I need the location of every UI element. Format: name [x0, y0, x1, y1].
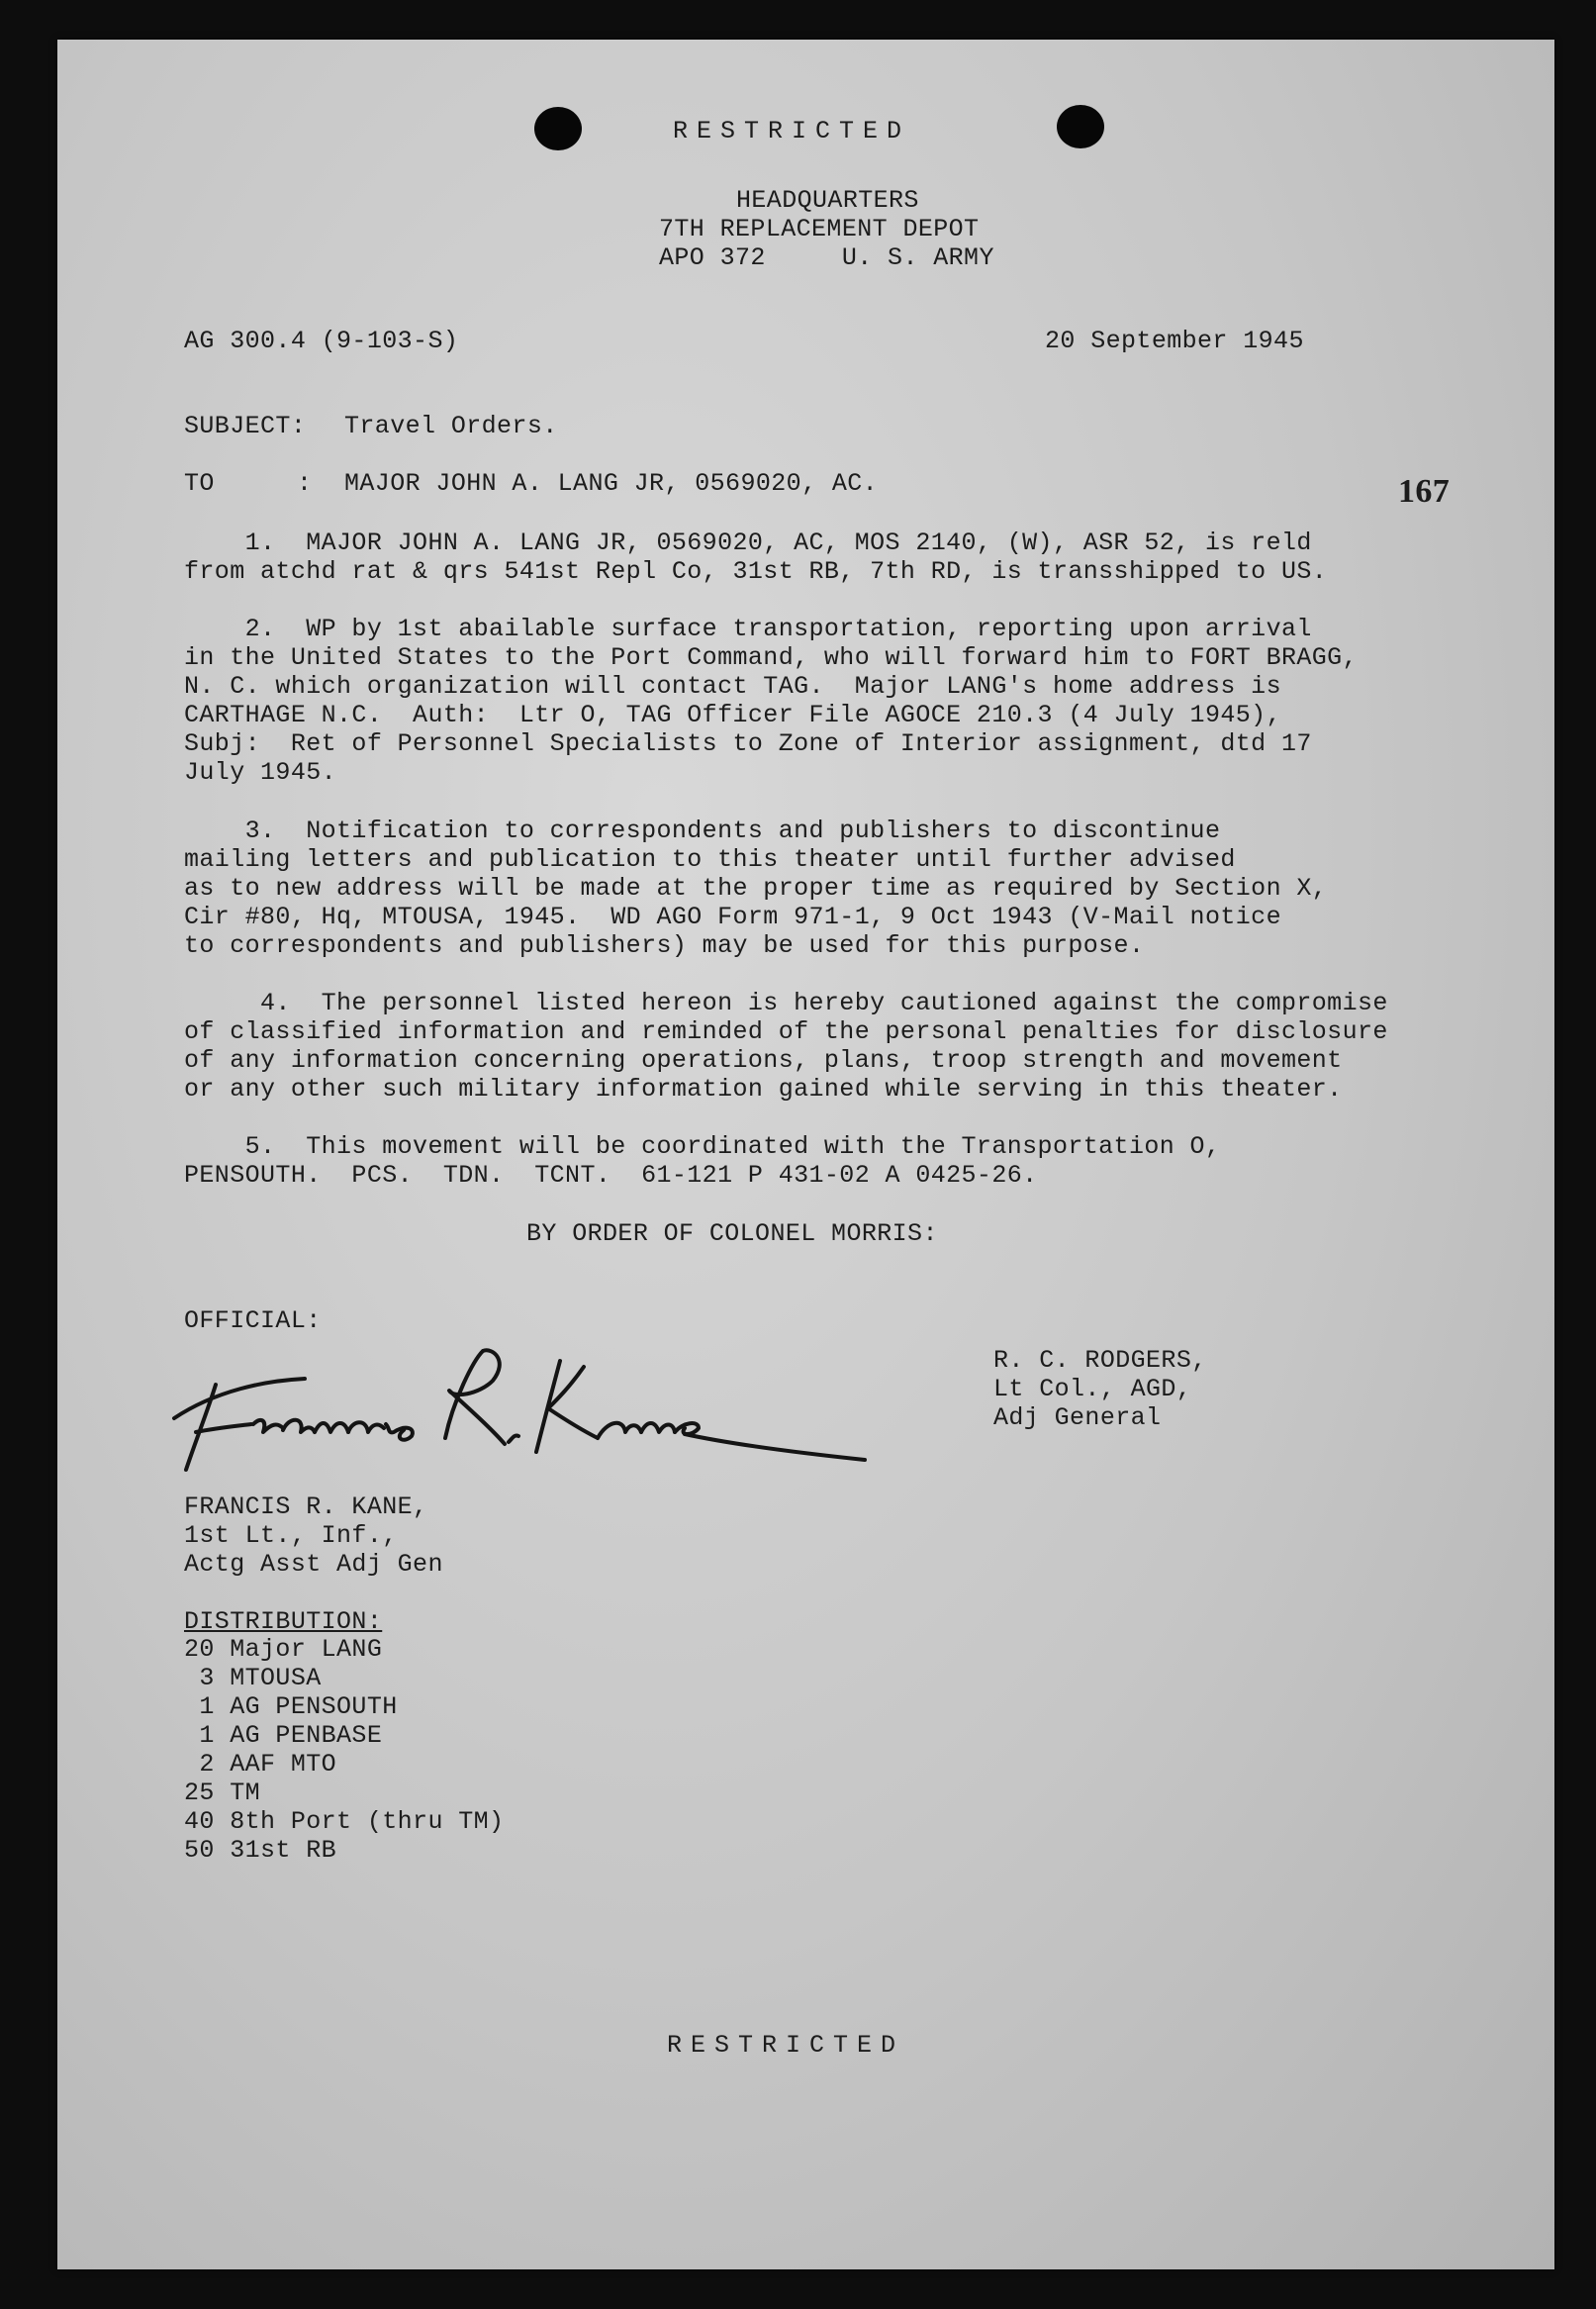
distribution-label: DISTRIBUTION:	[184, 1607, 383, 1636]
paragraph-line: or any other such military information gained while serving in this theater.	[184, 1075, 1343, 1104]
distribution-item: 40 8th Port (thru TM)	[184, 1807, 505, 1836]
paragraph-line: Subj: Ret of Personnel Specialists to Zone of Interior assignment, dtd 17	[184, 729, 1312, 758]
distribution-item: 1 AG PENBASE	[184, 1721, 383, 1750]
punch-hole-left	[534, 107, 582, 150]
paragraph-line: 4. The personnel listed hereon is hereby cautioned against the compromise	[184, 989, 1388, 1017]
paragraph-line: mailing letters and publication to this theater until further advised	[184, 845, 1236, 874]
paragraph-line: of any information concerning operations, plans, troop strength and movement	[184, 1046, 1343, 1075]
distribution-item: 20 Major LANG	[184, 1635, 383, 1664]
paragraph-line: of classified information and reminded of the personal penalties for disclosure	[184, 1017, 1388, 1046]
classification-top: RESTRICTED	[673, 117, 911, 145]
page-number: 167	[1398, 473, 1451, 510]
reference-number: AG 300.4 (9-103-S)	[184, 327, 459, 355]
distribution-item: 2 AAF MTO	[184, 1750, 337, 1779]
by-order-line: BY ORDER OF COLONEL MORRIS:	[526, 1219, 938, 1248]
document-date: 20 September 1945	[1045, 327, 1304, 355]
to-addressee: MAJOR JOHN A. LANG JR, 0569020, AC.	[344, 469, 879, 498]
document-page	[57, 40, 1554, 2269]
paragraph-line: CARTHAGE N.C. Auth: Ltr O, TAG Officer File AGOCE 210.3 (4 July 1945),	[184, 701, 1281, 729]
to-label: TO	[184, 469, 215, 498]
depot-line: 7TH REPLACEMENT DEPOT	[659, 215, 980, 243]
handwritten-signature	[156, 1321, 869, 1499]
paragraph-line: to correspondents and publishers) may be used for this purpose.	[184, 931, 1145, 960]
paragraph-line: N. C. which organization will contact TAG. Major LANG's home address is	[184, 672, 1281, 701]
to-colon: :	[297, 469, 313, 498]
paragraph-line: 1. MAJOR JOHN A. LANG JR, 0569020, AC, MOS 2140, (W), ASR 52, is reld	[184, 529, 1312, 557]
paragraph-line: July 1945.	[184, 758, 337, 787]
signatory-right-name: R. C. RODGERS,	[993, 1346, 1207, 1375]
paragraph-line: 3. Notification to correspondents and publishers to discontinue	[184, 817, 1221, 845]
signature-drawing	[156, 1321, 869, 1499]
subject-text: Travel Orders.	[344, 412, 558, 440]
paragraph-line: 2. WP by 1st abailable surface transportation, reporting upon arrival	[184, 615, 1312, 643]
apo-line: APO 372 U. S. ARMY	[659, 243, 994, 272]
headquarters-line: HEADQUARTERS	[736, 186, 919, 215]
paragraph-line: Cir #80, Hq, MTOUSA, 1945. WD AGO Form 971-1, 9 Oct 1943 (V-Mail notice	[184, 903, 1281, 931]
official-label: OFFICIAL:	[184, 1306, 322, 1335]
paragraph-line: in the United States to the Port Command, who will forward him to FORT BRAGG,	[184, 643, 1358, 672]
signatory-left-title: Actg Asst Adj Gen	[184, 1550, 443, 1579]
paragraph-line: as to new address will be made at the proper time as required by Section X,	[184, 874, 1328, 903]
signatory-right-rank: Lt Col., AGD,	[993, 1375, 1192, 1403]
classification-bottom: RESTRICTED	[667, 2031, 905, 2060]
subject-label: SUBJECT:	[184, 412, 307, 440]
distribution-item: 3 MTOUSA	[184, 1664, 322, 1692]
signatory-left-rank: 1st Lt., Inf.,	[184, 1521, 398, 1550]
paragraph-line: from atchd rat & qrs 541st Repl Co, 31st RB, 7th RD, is transshipped to US.	[184, 557, 1328, 586]
paragraph-line: 5. This movement will be coordinated with the Transportation O,	[184, 1132, 1221, 1161]
distribution-item: 1 AG PENSOUTH	[184, 1692, 398, 1721]
signatory-right-title: Adj General	[993, 1403, 1162, 1432]
distribution-item: 25 TM	[184, 1779, 261, 1807]
signatory-left-name: FRANCIS R. KANE,	[184, 1492, 428, 1521]
distribution-item: 50 31st RB	[184, 1836, 337, 1865]
punch-hole-right	[1057, 105, 1104, 148]
paragraph-line: PENSOUTH. PCS. TDN. TCNT. 61-121 P 431-02 A 0425-26.	[184, 1161, 1038, 1190]
